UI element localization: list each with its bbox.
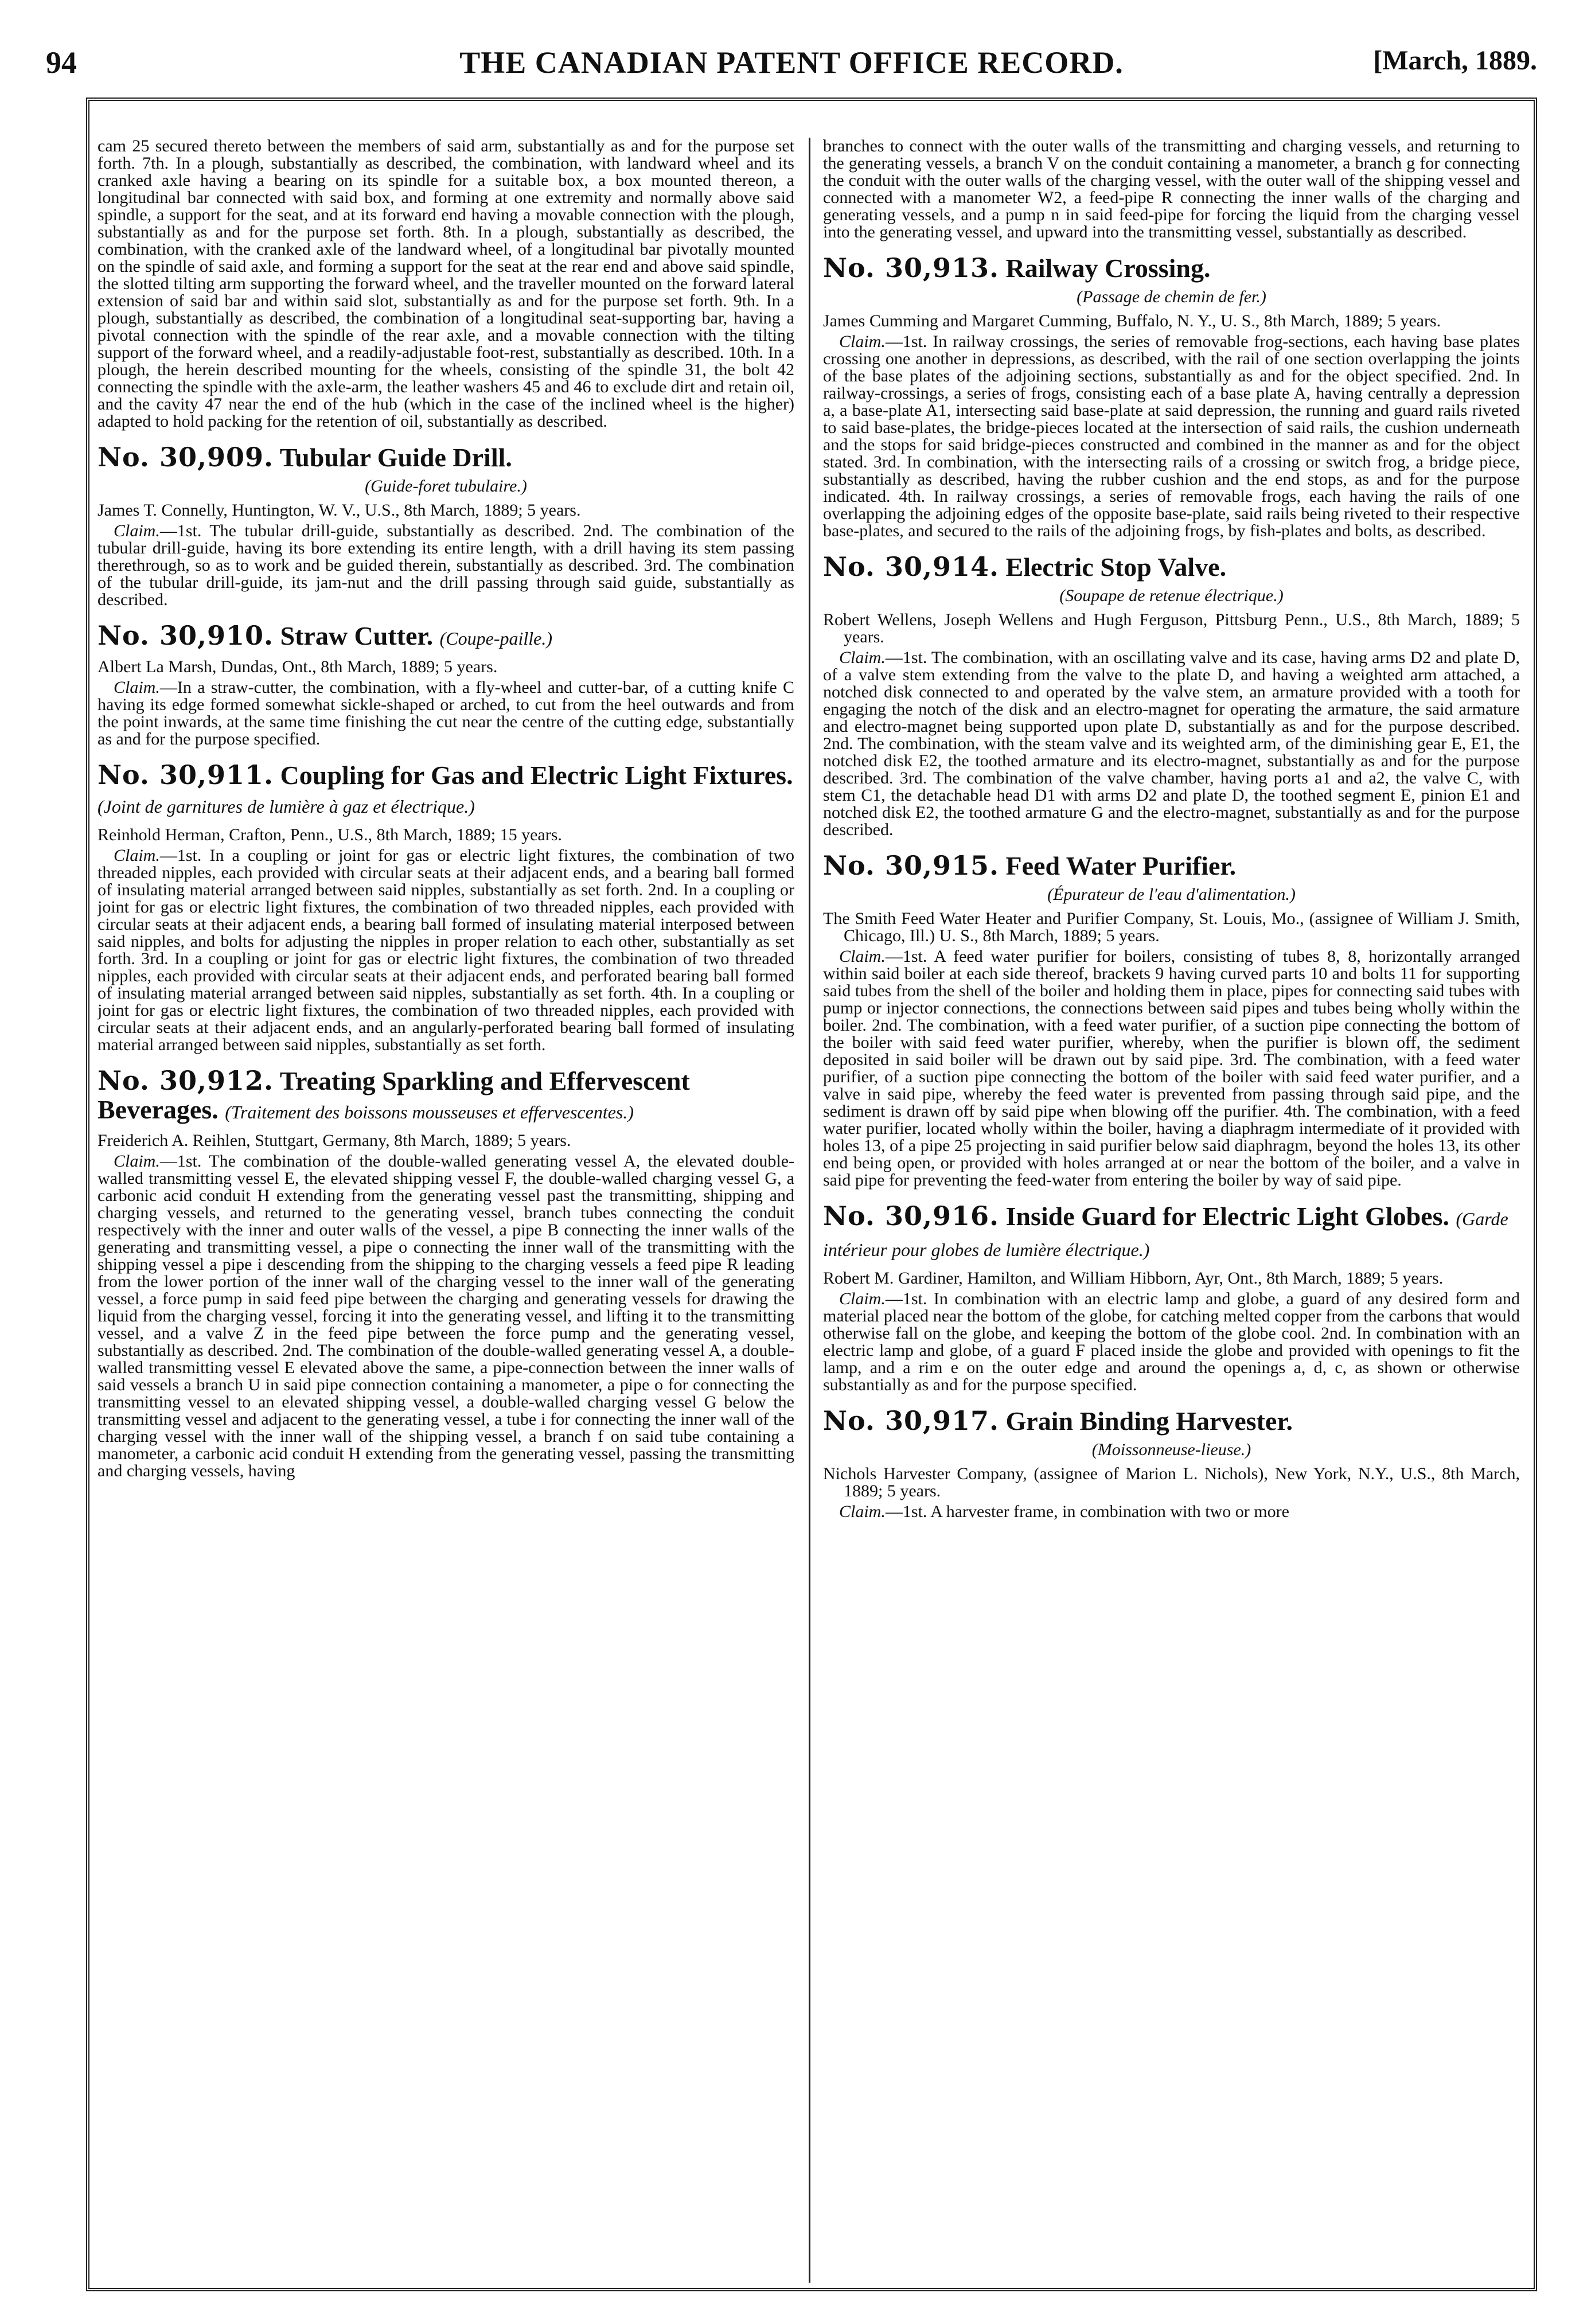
patent-claim <box>823 948 1520 1189</box>
patent-byline: Robert M. Gardiner, Hamilton, and William Hibborn, Ayr, Ont., 8th March, 1889; 5 years. <box>823 1269 1444 1288</box>
patent-french-title: (Coupe-paille.) <box>439 628 552 649</box>
patent-byline: Reinhold Herman, Crafton, Penn., U.S., 8th March, 1889; 15 years. <box>98 825 562 844</box>
patent-title: Electric Stop Valve. <box>1005 552 1227 582</box>
patent-title: Straw Cutter. <box>280 621 434 650</box>
patent-number: No. 30,909. <box>98 442 274 473</box>
patent-claim <box>98 522 794 609</box>
page-title: THE CANADIAN PATENT OFFICE RECORD. <box>459 45 1124 80</box>
claim-text: —1st. A feed water purifier for boilers, consisting of tubes 8, 8, horizontally arranged within said boiler at each side thereof, brackets 9 having curved parts 10 and bolts 11 for supporting said tubes from the shell of the boiler and holding them in place, pipes for connecting said tubes with pump or injector connections, the connections between said pipes and tubes being wholly within the boiler. 2nd. The combination, with a feed water purifier, of a suction pipe connecting the bottom of the boiler with said feed water purifier, whereby, when the purifier is blown off, the sediment deposited in said boiler will be drawn out by said pipe. 3rd. The combination, with a feed water purifier, of a suction pipe connecting the bottom of the boiler with said feed water purifier, and a valve in said pipe, whereby the feed water is prevented from passing through said pipe, and the sediment is drawn off by said pipe when blowing off the purifier. 4th. The combination, with a feed water purifier, located wholly within the boiler, having a diaphragm intermediate of it provided with holes 13, of a pipe 25 projecting in said purifier below said diaphragm, beyond the holes 13, its other end being open, or provided with holes arranged at or near the bottom of the boiler, and a valve in said pipe for preventing the feed-water from entering the boiler by way of said pipe. <box>823 947 1520 1190</box>
patent-french-title: (Guide-foret tubulaire.) <box>365 477 527 496</box>
claim-label: Claim. <box>839 1502 886 1521</box>
claim-label: Claim. <box>114 1152 160 1171</box>
claim-label: Claim. <box>839 332 886 351</box>
claim-text: —In a straw-cutter, the combination, with a fly-wheel and cutter-bar, of a cutting knife C having its edge formed somewhat sickle-shaped or arched, to cut from the heel outwards and from the point inwards, at the same time finishing the cut near the centre of the cutting edge, substantially as and for the purpose specified. <box>98 678 794 748</box>
claim-text: —1st. A harvester frame, in combination with two or more <box>885 1502 1289 1521</box>
patent-heading <box>98 1066 794 1126</box>
patent-title: Inside Guard for Electric Light Globes. <box>1005 1202 1450 1231</box>
patent-byline: The Smith Feed Water Heater and Purifier Company, St. Louis, Mo., (assignee of William J. Smith, Chicago, Ill.) U. S., 8th March, 1889; 5 years. <box>823 909 1520 945</box>
page-number: 94 <box>46 45 77 80</box>
page-header <box>46 45 1537 91</box>
patent-number: No. 30,917. <box>823 1405 1000 1436</box>
patent-french-title: (Passage de chemin de fer.) <box>1077 287 1266 306</box>
patent-claim <box>823 649 1520 839</box>
patent-claim <box>823 1290 1520 1394</box>
patent-french-title: (Traitement des boissons mousseuses et effervescentes.) <box>225 1102 634 1122</box>
patent-byline: James T. Connelly, Huntington, W. V., U.S., 8th March, 1889; 5 years. <box>98 501 581 520</box>
claim-label: Claim. <box>114 846 160 865</box>
patent-number: No. 30,913. <box>823 252 1000 283</box>
patent-french-title: (Moissonneuse-lieuse.) <box>1091 1440 1251 1459</box>
patent-claim <box>98 847 794 1054</box>
claim-text: —1st. The combination of the double-walled generating vessel A, the elevated double-walled transmitting vessel E, the elevated shipping vessel F, the double-walled charging vessel G, a carbonic acid conduit H extending from the generating vessel past the transmitting, shipping and charging vessels, and returned to the generating vessel, branch tubes connecting the conduit respectively with the inner and outer walls of the vessel, a pipe B connecting the inner walls of the generating and transmitting vessel, a pipe o connecting the inner wall of the transmitting with the shipping vessel a pipe i descending from the shipping to the charging vessels a feed pipe R leading from the lower portion of the inner wall of the charging vessel to the inner wall of the generating vessel, a force pump in said feed pipe between the charging and generating vessels for drawing the liquid from the charging vessel, forcing it into the generating vessel, and lifting it to the transmitting vessel, and a valve Z in the feed pipe between the force pump and the generating vessel, substantially as described. 2nd. The combination of the double-walled generating vessel A, a double-walled transmitting vessel E elevated above the same, a pipe-connection between the inner walls of said vessels a branch U in said pipe connection containing a manometer, a pipe o for connecting the transmitting vessel to an elevated shipping vessel, a double-walled charging vessel G below the transmitting vessel and adjacent to the generating vessel, a tube i for connecting the inner wall of the charging vessel with the inner wall of the shipping vessel, a branch f on said tube containing a manometer, a carbonic acid conduit H extending from the generating vessel, passing the transmitting and charging vessels, having <box>98 1152 794 1480</box>
patent-claim <box>98 1153 794 1480</box>
patent-byline: Albert La Marsh, Dundas, Ont., 8th March, 1889; 5 years. <box>98 657 498 676</box>
patent-heading <box>98 443 794 472</box>
patent-number: No. 30,910. <box>98 620 274 651</box>
patent-title: Tubular Guide Drill. <box>279 443 512 472</box>
issue-date: [March, 1889. <box>1373 45 1537 76</box>
patent-number: No. 30,914. <box>823 551 1000 582</box>
patent-byline: Nichols Harvester Company, (assignee of Marion L. Nichols), New York, N.Y., U.S., 8th March, 1889; 5 years. <box>823 1464 1520 1500</box>
patent-heading <box>823 552 1520 582</box>
patent-claim <box>823 333 1520 540</box>
patent-french-title: (Garde intérieur pour globes de lumière électrique.) <box>823 1208 1508 1260</box>
column-divider <box>809 138 810 2283</box>
patent-number: No. 30,911. <box>98 759 274 790</box>
patent-claim <box>823 1503 1520 1520</box>
claim-text: —1st. In a coupling or joint for gas or electric light fixtures, the combination of two threaded nipples, each provided with circular seats at their adjacent ends, and a bearing ball formed of insulating material arranged between said nipples, substantially as set forth. 2nd. In a coupling or joint for gas or electric light fixtures, the combination of two threaded nipples, each provided with circular seats at their adjacent ends, a bearing ball formed of insulating material interposed between said nipples, and bolts for adjusting the nipples in proper relation to each other, substantially as set forth. 3rd. In a coupling or joint for gas or electric light fixtures, the combination of two threaded nipples, each provided with circular seats at their adjacent ends, and perforated bearing ball formed of insulating material arranged between said nipples, substantially as set forth. 4th. In a coupling or joint for gas or electric light fixtures, the combination of two threaded nipples, each provided with circular seats at their adjacent ends, and an angularly-perforated bearing ball formed of insulating material arranged between said nipples, substantially as set forth. <box>98 846 794 1054</box>
patent-heading <box>823 1406 1520 1436</box>
patent-byline: Robert Wellens, Joseph Wellens and Hugh Ferguson, Pittsburg Penn., U.S., 8th March, 1889; 5 years. <box>823 610 1520 646</box>
patent-french-title: (Épurateur de l'eau d'alimentation.) <box>1047 885 1296 904</box>
patent-byline: James Cumming and Margaret Cumming, Buffalo, N. Y., U. S., 8th March, 1889; 5 years. <box>823 311 1441 330</box>
patent-heading <box>98 621 794 653</box>
patent-title: Railway Crossing. <box>1005 254 1211 283</box>
patent-claim <box>98 679 794 748</box>
continuation-text: branches to connect with the outer walls of the transmitting and charging vessels, and returning to the generating vessels, a branch V on the conduit containing a manometer, a branch g for connecting the conduit with the outer walls of the charging vessel, with the outer wall of the shipping vessel and connected with a manometer W2, a feed-pipe R connecting the inner walls of the charging and generating vessels, and a pump n in said feed-pipe for forcing the liquid from the charging vessel into the generating vessel, and upward into the transmitting vessel, substantially as described. <box>823 138 1520 241</box>
patent-title: Treating Sparkling and Effervescent Beverages. <box>98 1066 690 1124</box>
claim-label: Claim. <box>839 1289 886 1308</box>
patent-title: Coupling for Gas and Electric Light Fixtures. <box>280 761 793 790</box>
patent-number: No. 30,916. <box>823 1200 1000 1231</box>
right-column <box>823 138 1520 2283</box>
patent-byline: Freiderich A. Reihlen, Stuttgart, Germany, 8th March, 1889; 5 years. <box>98 1131 571 1150</box>
patent-number: No. 30,915. <box>823 850 1000 881</box>
claim-text: —1st. In combination with an electric lamp and globe, a guard of any desired form and material placed near the bottom of the globe, for catching melted copper from the carbons that would otherwise fall on the globe, and keeping the bottom of the globe cool. 2nd. In combination with an electric lamp and globe, of a guard F placed inside the globe and provided with openings to fit the lamp, and a rim e on the outer edge and around the openings a, d, c, as shown or otherwise substantially as and for the purpose specified. <box>823 1289 1520 1394</box>
patent-heading <box>823 254 1520 283</box>
patent-heading <box>823 1202 1520 1264</box>
continuation-text: cam 25 secured thereto between the members of said arm, substantially as and for the purpose set forth. 7th. In a plough, substantially as described, the combination, with landward wheel and its cranked axle having a bearing on its spindle for a suitable box, a box mounted thereon, a longitudinal bar connected with said box, and forming at one extremity and normally above said spindle, a support for the seat, and at its forward end having a movable connection with the plough, substantially as and for the purpose set forth. 8th. In a plough, substantially as described, the combination, with the cranked axle of the landward wheel, of a longitudinal bar pivotally mounted on the spindle of said axle, and forming a support for the seat at the rear end and above said spindle, the slotted tilting arm supporting the forward wheel, and the traveller mounted on the forward lateral extension of said bar and within said slot, substantially as and for the purpose set forth. 9th. In a plough, substantially as described, the combination of a longitudinal seat-supporting bar, having a pivotal connection with the spindle of the rear axle, and a movable connection with the tilting support of the forward wheel, and a readily-adjustable foot-rest, substantially as described. 10th. In a plough, the herein described mounting for the wheels, consisting of the spindle 31, the bolt 42 connecting the spindle with the axle-arm, the leather washers 45 and 46 to exclude dirt and retain oil, and the cavity 47 near the end of the hub (which in the case of the inclined wheel is the higher) adapted to hold packing for the retention of oil, substantially as described. <box>98 138 794 431</box>
claim-text: —1st. The combination, with an oscillating valve and its case, having arms D2 and plate D, of a valve stem extending from the valve to the plate D, and having a weighted arm attached, a notched disk connected to and operated by the valve stem, an armature provided with a tooth for engaging the notch of the disk and an electro-magnet for operating the armature, the said armature and electro-magnet being supported upon plate D, substantially as and for the purpose described. 2nd. The combination, with the steam valve and its weighted arm, of the diminishing gear E, E1, the notched disk E2, the toothed armature and its electro-magnet, substantially as and for the purpose described. 3rd. The combination of the valve chamber, having ports a1 and a2, the valve C, with stem C1, the detachable head D1 with arms D2 and plate D, the toothed segment E, pinion E1 and notched disk E2, the toothed armature G and the electro-magnet, substantially as and for the purpose described. <box>823 648 1520 839</box>
patent-heading <box>98 761 794 821</box>
claim-text: —1st. The tubular drill-guide, substantially as described. 2nd. The combination of the tubular drill-guide, having its bore extending its entire length, with a drill having its stem passing therethrough, so as to work and be guided therein, substantially as described. 3rd. The combination of the tubular drill-guide, its jam-nut and the drill passing through said guide, substantially as described. <box>98 521 794 609</box>
patent-french-title: (Soupape de retenue électrique.) <box>1059 586 1284 605</box>
patent-heading <box>823 851 1520 880</box>
patent-number: No. 30,912. <box>98 1065 274 1096</box>
patent-title: Grain Binding Harvester. <box>1005 1406 1293 1436</box>
left-column <box>98 138 794 2283</box>
claim-label: Claim. <box>114 678 160 697</box>
claim-text: —1st. In railway crossings, the series of removable frog-sections, each having base plates crossing one another in depressions, as described, with the rail of one section overlapping the joints of the base plates of the adjoining sections, substantially as and for the object specified. 2nd. In railway-crossings, a series of frogs, consisting each of a base plate A, having centrally a depression a, a base-plate A1, intersecting said base-plate at said depression, the running and guard rails riveted to said base-plates, the bridge-pieces located at the intersection of said rails, the cushion underneath and the stops for said bridge-pieces constructed and combined in the manner as and for the object stated. 3rd. In combination, with the intersecting rails of a crossing or switch frog, a bridge piece, substantially as described, having the rubber cushion and the end stops, as and for the purpose indicated. 4th. In railway crossings, a series of removable frogs, each having the rails of one overlapping the adjoining edges of the opposite base-plate, said rails being riveted to their respective base-plates, and secured to the rails of the adjoining frogs, by fish-plates and bolts, as described. <box>823 332 1520 540</box>
claim-label: Claim. <box>114 521 160 540</box>
patent-title: Feed Water Purifier. <box>1005 851 1237 880</box>
patent-french-title: (Joint de garnitures de lumière à gaz et électrique.) <box>98 796 475 817</box>
claim-label: Claim. <box>839 648 886 667</box>
claim-label: Claim. <box>839 947 886 966</box>
